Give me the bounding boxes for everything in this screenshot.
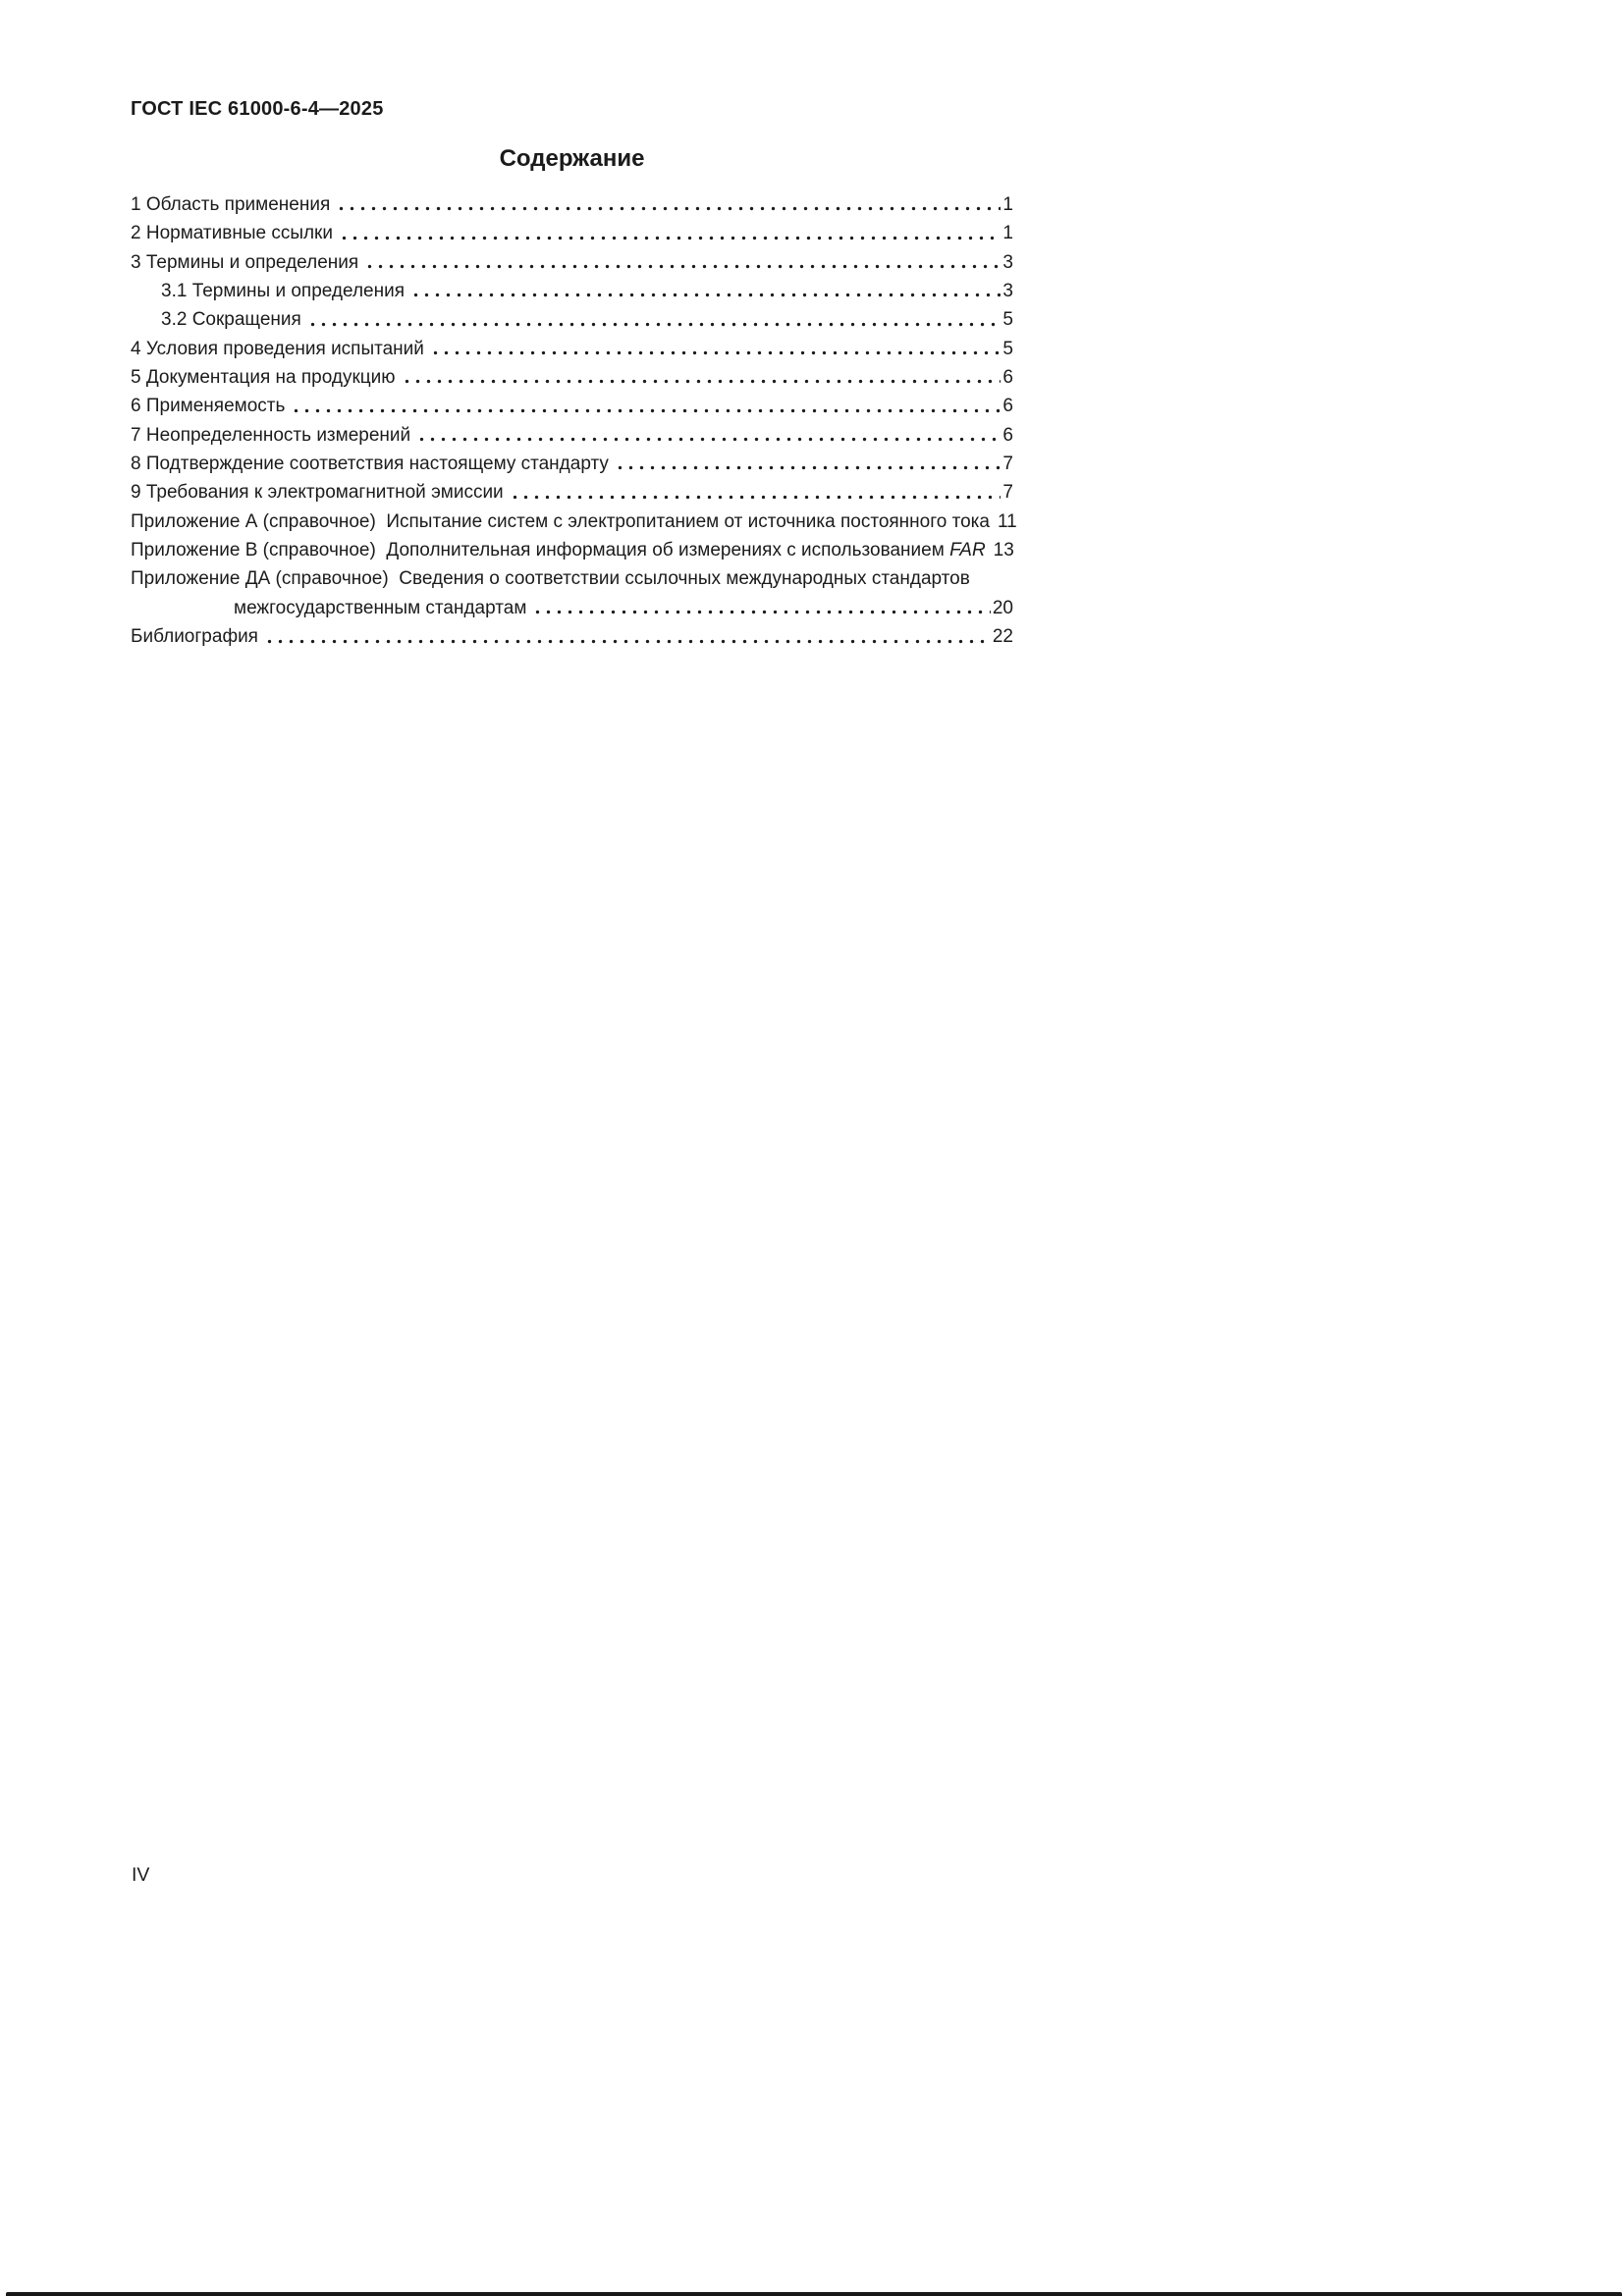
toc-entry-page-number: 5 (1002, 309, 1013, 331)
dot-leader (364, 248, 1001, 277)
toc-entry (131, 335, 1013, 363)
toc-entry-label: 9 Требования к электромагнитной эмиссии (131, 482, 504, 504)
toc-entry-label: 7 Неопределенность измерений (131, 424, 411, 446)
toc-entry-page-number: 7 (1002, 482, 1013, 504)
toc-entry-page-number: 11 (997, 510, 1017, 532)
toc-entry (131, 190, 1013, 219)
toc-entry-label: 4 Условия проведения испытаний (131, 338, 424, 359)
toc-entry-label: Библиография (131, 626, 258, 648)
toc-entry-page-number: 1 (1002, 194, 1013, 215)
toc-entry-label: Приложение А (справочное) Испытание систем с электропитанием от источника постоянного тока (131, 510, 990, 532)
toc-entry-page-number: 5 (1002, 338, 1013, 359)
dot-leader (615, 450, 1001, 478)
dot-leader (307, 305, 1001, 334)
toc-entry-label: Приложение В (справочное) Дополнительная информация об измерениях с использованием FAR (131, 540, 986, 561)
toc-entry-page-number: 13 (993, 540, 1014, 561)
toc-entry (131, 536, 1013, 564)
toc-entry-label: 2 Нормативные ссылки (131, 223, 333, 244)
toc-entry (131, 363, 1013, 392)
toc-entry-page-number: 6 (1002, 396, 1013, 417)
toc-entry-label: 8 Подтверждение соответствия настоящему стандарту (131, 454, 609, 475)
dot-leader (532, 594, 990, 622)
toc-entry-page-number: 3 (1002, 251, 1013, 273)
toc-entry-page-number: 1 (1002, 223, 1013, 244)
dot-leader (339, 219, 1001, 247)
dot-leader (430, 335, 1001, 363)
toc-entry (131, 564, 1013, 593)
dot-leader (264, 622, 991, 651)
toc-entry-label: 1 Область применения (131, 194, 331, 215)
dot-leader (416, 421, 1001, 450)
toc-entry-label: 3 Термины и определения (131, 251, 359, 273)
toc-entry-page-number: 22 (992, 626, 1013, 648)
toc-entry-page-number: 3 (1002, 281, 1013, 302)
toc-entry (131, 219, 1013, 247)
page-roman-numeral: IV (132, 1864, 150, 1886)
toc-entry (131, 392, 1013, 420)
toc-entry (131, 594, 1013, 622)
toc-entry (131, 478, 1013, 507)
toc-entry-page-number: 20 (992, 597, 1013, 618)
toc-entry-label: 5 Документация на продукцию (131, 367, 396, 389)
toc-entry-page-number: 6 (1002, 367, 1013, 389)
toc-list (131, 190, 1017, 652)
toc-entry (131, 248, 1013, 277)
dot-leader (336, 190, 1001, 219)
dot-leader (510, 478, 1001, 507)
toc-entry (131, 507, 1017, 536)
toc-entry-page-number: 7 (1002, 454, 1013, 475)
scan-edge-artifact (6, 2292, 1622, 2296)
dot-leader (402, 363, 1001, 392)
toc-entry-label: 3.1 Термины и определения (161, 281, 406, 302)
toc-entry-label: межгосударственным стандартам (234, 597, 527, 618)
toc-entry (131, 277, 1013, 305)
toc-title: Содержание (499, 145, 645, 172)
toc-entry (131, 622, 1013, 651)
document-standard-number: ГОСТ IEC 61000-6-4—2025 (131, 98, 384, 120)
toc-entry-label: 3.2 Сокращения (161, 309, 301, 331)
toc-entry-label: Приложение ДА (справочное) Сведения о соответствии ссылочных международных стандартов (131, 568, 970, 590)
toc-entry (131, 421, 1013, 450)
toc-entry (131, 305, 1013, 334)
dot-leader (410, 277, 1001, 305)
toc-entry-page-number: 6 (1002, 424, 1013, 446)
dot-leader (291, 392, 1001, 420)
toc-entry (131, 450, 1013, 478)
toc-entry-label: 6 Применяемость (131, 396, 286, 417)
